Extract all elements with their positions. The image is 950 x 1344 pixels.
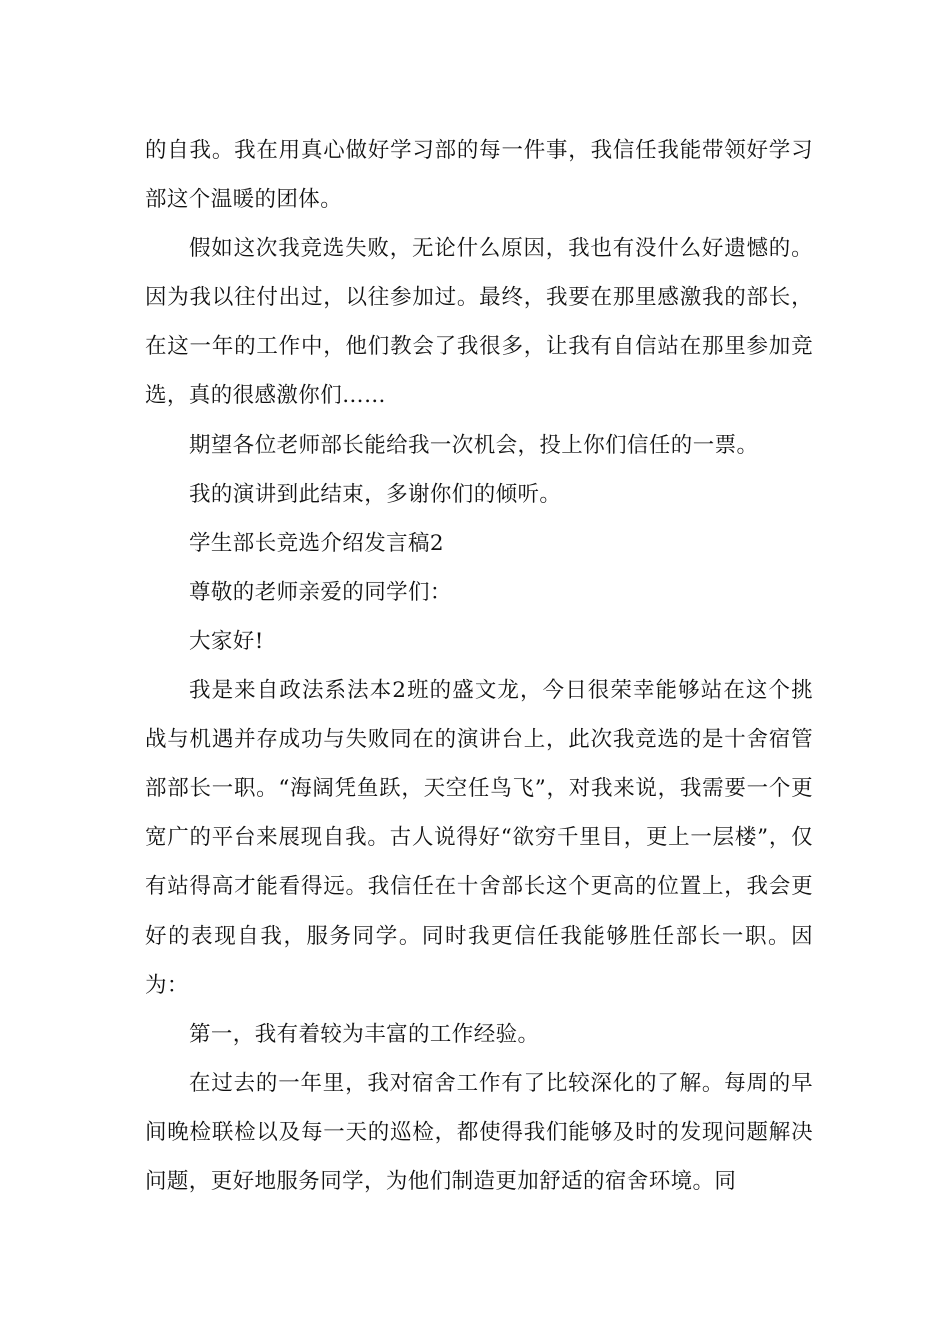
paragraph: 期望各位老师部长能给我一次机会，投上你们信任的一票。 [189,432,759,458]
paragraph: 的自我。我在用真心做好学习部的每一件事，我信任我能带领好学习部这个温暖的团体。 [145,138,813,213]
document-body [145,126,813,1206]
paragraph: 假如这次我竞选失败，无论什么原因，我也有没什么好遗憾的。因为我以往付出过，以往参加过。最终，我要在那里感激我的部长，在这一年的工作中，他们教会了我很多，让我有自信站在那里参加竞选，真的很感激你们…… [145,236,813,409]
paragraph: 在过去的一年里，我对宿舍工作有了比较深化的了解。每周的早间晚检联检以及每一天的巡检，都使得我们能够及时的发现问题解决问题，更好地服务同学，为他们制造更加舒适的宿舍环境。同 [145,1070,813,1194]
paragraph: 第一，我有着较为丰富的工作经验。 [189,1021,540,1047]
greeting: 大家好! [189,628,264,654]
paragraph: 我的演讲到此结束，多谢你们的倾听。 [189,481,562,507]
section-heading: 学生部长竞选介绍发言稿2 [189,530,444,556]
salutation: 尊敬的老师亲爱的同学们： [189,579,452,605]
paragraph: 我是来自政法系法本2班的盛文龙，今日很荣幸能够站在这个挑战与机遇并存成功与失败同在的演讲台上，此次我竞选的是十舍宿管部部长一职。“海阔凭鱼跃，天空任鸟飞”，对我来说，我需要一个更宽广的平台来展现自我。古人说得好“欲穷千里目，更上一层楼”，仅有站得高才能看得远。我信任在十舍部长这个更高的位置上，我会更好的表现自我，服务同学。同时我更信任我能够胜任部长一职。因为： [145,678,813,998]
